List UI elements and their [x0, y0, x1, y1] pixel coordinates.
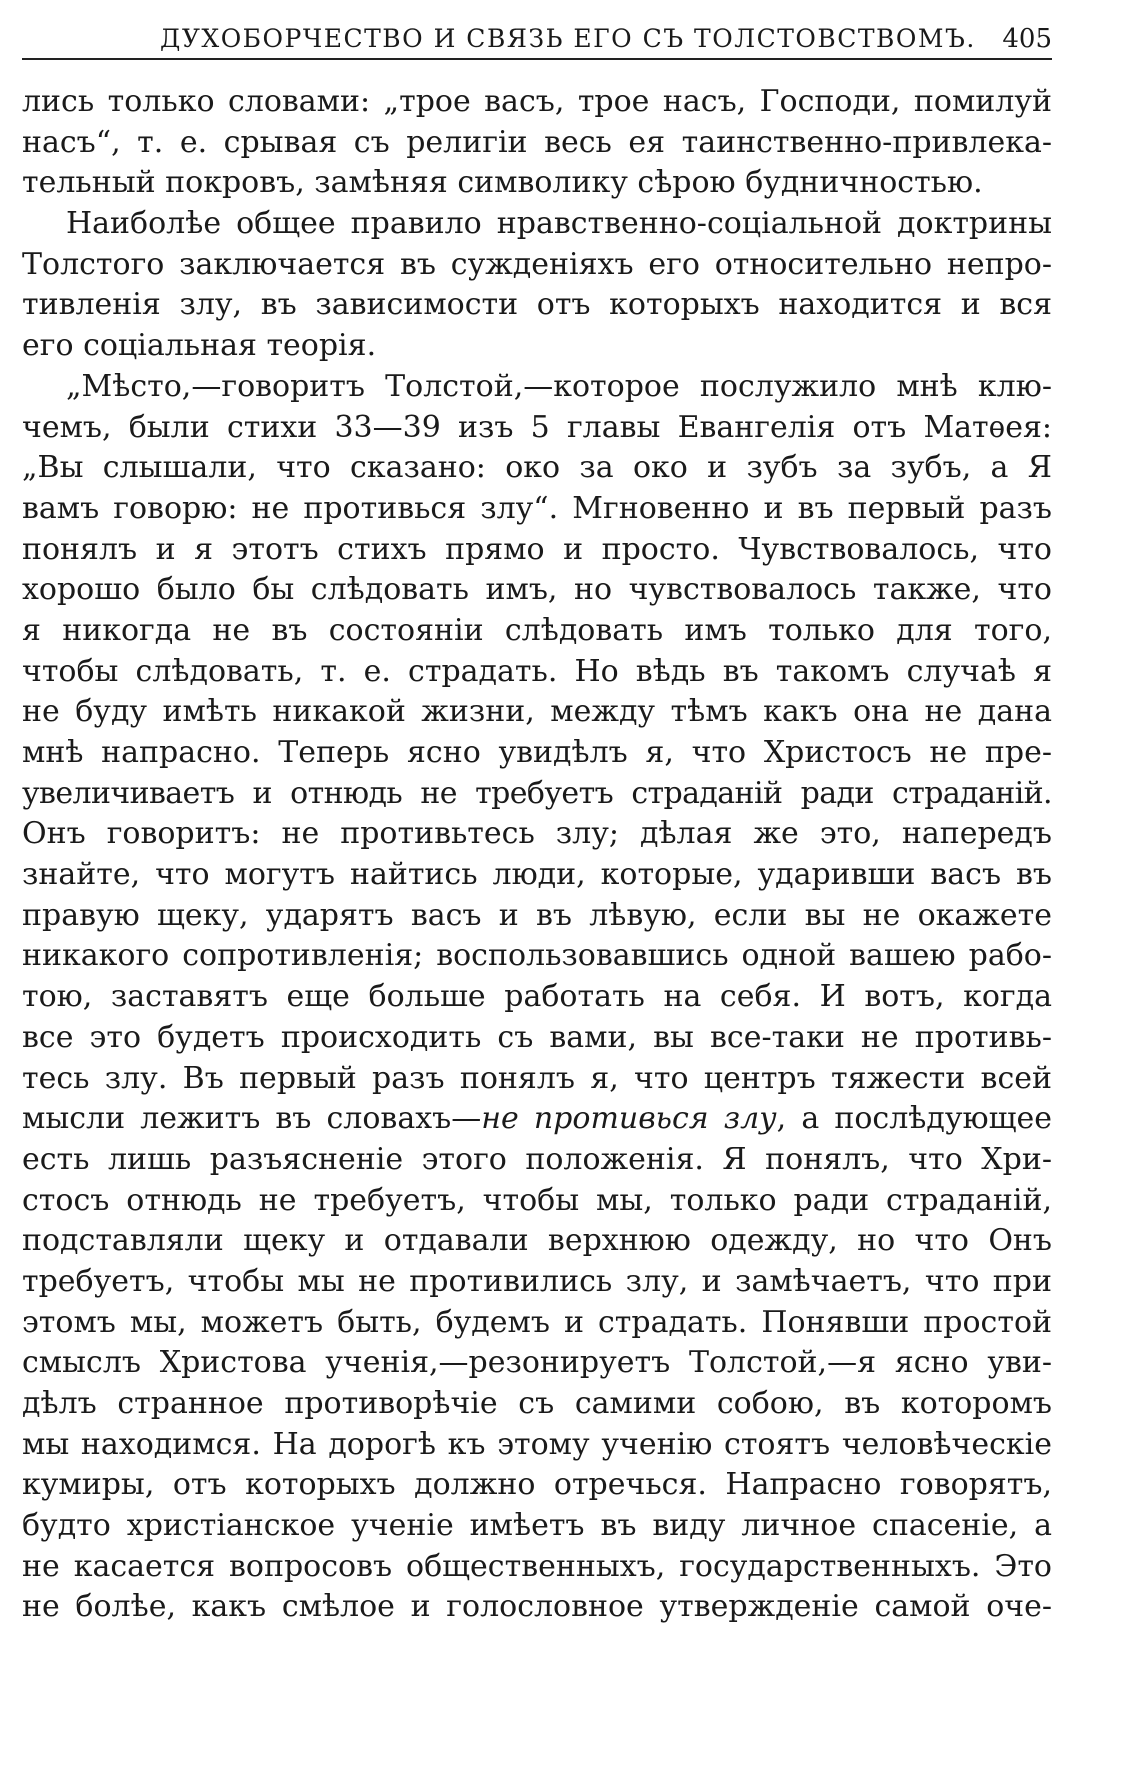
text-line: есть лишь разъясненіе этого положенія. Я понялъ, что Хри-	[22, 1141, 1052, 1177]
text-line: подставляли щеку и отдавали верхнюю одежду, но что Онъ	[22, 1223, 1052, 1259]
text-line: никакого сопротивленія; воспользовавшись одной вашею рабо-	[22, 938, 1052, 974]
text-line: дѣлъ странное противорѣчіе съ самими собою, въ которомъ	[22, 1386, 1052, 1421]
text-line: мы находимся. На дорогѣ къ этому ученію стоятъ человѣческіе	[22, 1426, 1052, 1462]
text-segment: мысли лежитъ въ словахъ—	[22, 1101, 482, 1137]
text-line: вамъ говорю: не противься злу“. Мгновенно и въ первый разъ	[22, 490, 1052, 526]
paragraph-start-line: Наиболѣе общее правило нравственно-соціальной доктрины	[66, 206, 1052, 242]
text-line: требуетъ, чтобы мы не противились злу, и замѣчаетъ, что при	[22, 1263, 1052, 1299]
text-line: тесь злу. Въ первый разъ понялъ я, что центръ тяжести всей	[22, 1060, 1052, 1096]
text-line: Онъ говоритъ: не противьтесь злу; дѣлая же это, напередъ	[22, 816, 1052, 852]
text-line: правую щеку, ударятъ васъ и въ лѣвую, если вы не окажете	[22, 897, 1052, 933]
text-line: понялъ и я этотъ стихъ прямо и просто. Чувствовалось, что	[22, 531, 1052, 567]
text-line: будто христіанское ученіе имѣетъ въ виду личное спасеніе, а	[22, 1508, 1052, 1544]
text-line: чемъ, были стихи 33—39 изъ 5 главы Евангелія отъ Матѳея:	[22, 409, 1052, 445]
text-line: смыслъ Христова ученія,—резонируетъ Толстой,—я ясно уви-	[22, 1345, 1052, 1381]
text-line-with-italic	[22, 1099, 1052, 1140]
page-number: 405	[1002, 24, 1052, 54]
italic-phrase: не противься злу	[481, 1101, 777, 1137]
text-line: тельный покровъ, замѣняя символику сѣрою будничностью.	[22, 165, 983, 201]
text-segment: , а послѣдующее	[776, 1101, 1052, 1137]
running-title: ДУХОБОРЧЕСТВО И СВЯЗЬ ЕГО СЪ ТОЛСТОВСТВОМЪ.	[160, 24, 976, 53]
text-line: „Вы слышали, что сказано: око за око и зубъ за зубъ, а Я	[22, 450, 1052, 486]
body-text	[22, 82, 1052, 1628]
text-line: я никогда не въ состояніи слѣдовать имъ только для того,	[22, 612, 1052, 648]
text-line: не буду имѣть никакой жизни, между тѣмъ какъ она не дана	[22, 694, 1052, 730]
text-line: этомъ мы, можетъ быть, будемъ и страдать. Понявши простой	[22, 1304, 1052, 1340]
text-line: лись только словами: „трое васъ, трое насъ, Господи, помилуй	[22, 84, 1052, 119]
text-line: все это будетъ происходить съ вами, вы все-таки не противь-	[22, 1019, 1052, 1055]
text-line: его соціальная теорія.	[22, 328, 377, 364]
text-line: увеличиваетъ и отнюдь не требуетъ страданій ради страданій.	[22, 775, 1052, 811]
text-line: чтобы слѣдовать, т. е. страдать. Но вѣдь въ такомъ случаѣ я	[22, 653, 1052, 689]
text-line: стосъ отнюдь не требуетъ, чтобы мы, только ради страданій,	[22, 1182, 1052, 1218]
book-page	[22, 22, 1052, 1628]
text-line: Толстого заключается въ сужденіяхъ его относительно непро-	[22, 246, 1052, 282]
text-line: знайте, что могутъ найтись люди, которые, ударивши васъ въ	[22, 857, 1052, 893]
text-line: не болѣе, какъ смѣлое и голословное утвержденіе самой оче-	[22, 1589, 1052, 1625]
text-line: насъ“, т. е. срывая съ религіи весь ея таинственно-привлека-	[22, 124, 1052, 160]
page-header	[22, 22, 1052, 60]
text-line: хорошо было бы слѣдовать имъ, но чувствовалось также, что	[22, 572, 1052, 608]
text-line: кумиры, отъ которыхъ должно отречься. Напрасно говорятъ,	[22, 1467, 1052, 1503]
text-line: тивленія злу, въ зависимости отъ которыхъ находится и вся	[22, 287, 1052, 323]
paragraph-start-line: „Мѣсто,—говоритъ Толстой,—которое послужило мнѣ клю-	[66, 368, 1052, 404]
text-line: мнѣ напрасно. Теперь ясно увидѣлъ я, что Христосъ не пре-	[22, 735, 1052, 770]
text-line: не касается вопросовъ общественныхъ, государственныхъ. Это	[22, 1548, 1052, 1584]
text-line: тою, заставятъ еще больше работать на себя. И вотъ, когда	[22, 979, 1052, 1015]
